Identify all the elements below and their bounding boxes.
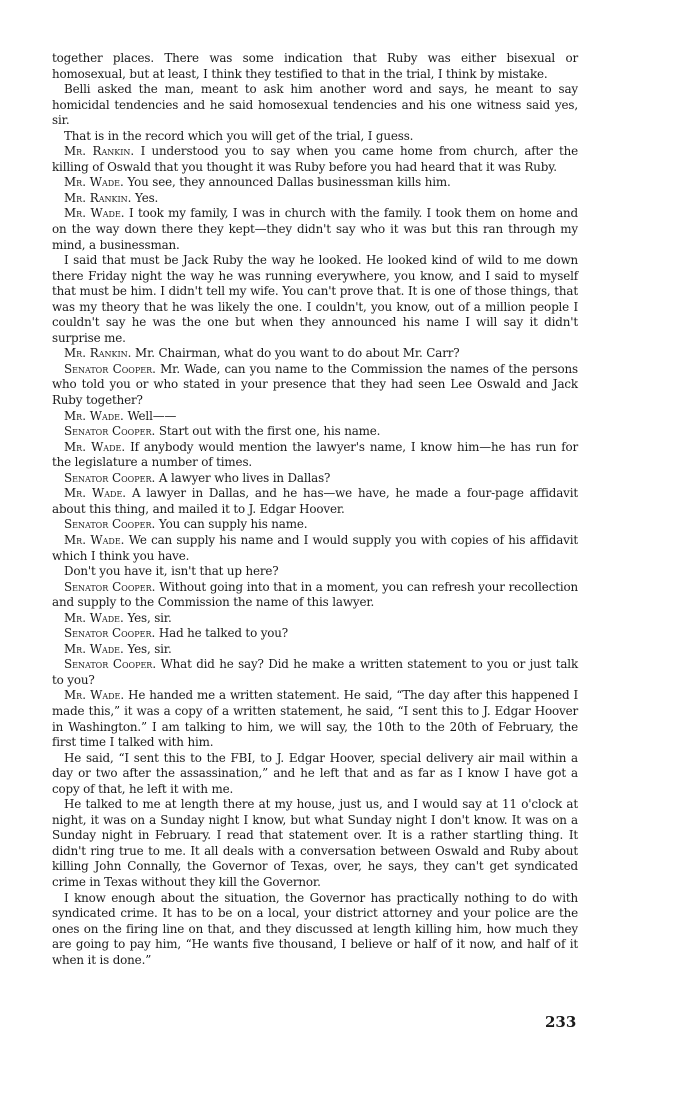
- speaker-label: Mr. Wade.: [64, 610, 124, 625]
- paragraph-text: I understood you to say when you came home from church, after the killing of Oswald that you thought it was Ruby before you had heard that it was Ruby.: [52, 144, 578, 174]
- speaker-label: Mr. Rankin.: [64, 346, 132, 361]
- speaker-label: Senator Cooper.: [64, 626, 156, 641]
- paragraph-text: He talked to me at length there at my house, just us, and I would say at 11 o'clock at night, it was on a Sunday night I know, but what Sunday night I don't know. It was on a Sunday night in February. I read that statement over. It is a rather startling thing. It didn't ring true to me. It all deals with a conversation between Oswald and Ruby about killing John Connally, the Governor of Texas, over, he says, they can't get syndicated crime in Texas without they kill the Governor.: [52, 797, 578, 889]
- speaker-label: Mr. Wade.: [64, 439, 126, 454]
- paragraph-text: We can supply his name and I would supply you with copies of his affidavit which I think you have.: [52, 532, 578, 563]
- paragraph-text: Mr. Wade, can you name to the Commission the names of the persons who told you or who stated in your presence that they had seen Lee Oswald and Jack Ruby together?: [52, 361, 579, 408]
- speaker-label: Senator Cooper.: [64, 657, 157, 672]
- transcript-paragraph: [52, 657, 578, 688]
- speaker-label: Senator Cooper.: [64, 424, 156, 439]
- transcript-paragraph: [52, 751, 578, 798]
- transcript-paragraph: [52, 424, 578, 440]
- transcript-paragraph: [52, 517, 578, 533]
- speaker-label: Mr. Wade.: [64, 532, 125, 547]
- transcript-paragraph: [52, 206, 578, 253]
- speaker-label: Mr. Wade.: [64, 408, 124, 423]
- transcript-paragraph: [52, 642, 578, 658]
- speaker-label: Mr. Wade.: [64, 641, 124, 656]
- speaker-label: Senator Cooper.: [64, 579, 156, 594]
- transcript-paragraph: [52, 144, 578, 175]
- paragraph-text: A lawyer in Dallas, and he has—we have, he made a four-page affidavit about this thing, and mailed it to J. Edgar Hoover.: [52, 486, 578, 516]
- paragraph-text: A lawyer who lives in Dallas?: [158, 470, 331, 485]
- paragraph-text: Mr. Chairman, what do you want to do about Mr. Carr?: [135, 346, 460, 361]
- speaker-label: Mr. Rankin.: [64, 144, 135, 159]
- transcript-paragraph: [52, 891, 578, 969]
- speaker-label: Senator Cooper.: [64, 517, 156, 532]
- speaker-label: Mr. Wade.: [64, 688, 125, 703]
- transcript-paragraph: [52, 688, 578, 750]
- transcript-paragraph: [52, 486, 578, 517]
- transcript-paragraph: [52, 626, 578, 642]
- paragraph-text: He said, “I sent this to the FBI, to J. Edgar Hoover, special delivery air mail within a day or two after the assassination,” and he left that and as far as I know I have got a copy of that, he left it with me.: [52, 750, 578, 796]
- transcript-paragraph: [52, 471, 578, 487]
- transcript-paragraph: [52, 533, 578, 564]
- paragraph-text: If anybody would mention the lawyer's name, I know him—he has run for the legislature a number of times.: [52, 439, 578, 470]
- paragraph-text: You can supply his name.: [158, 517, 308, 532]
- transcript-paragraph: [52, 346, 578, 362]
- transcript-paragraph: [52, 440, 578, 471]
- transcript-paragraph: [52, 409, 578, 425]
- transcript-paragraph: [52, 129, 578, 145]
- transcript-paragraph: [52, 362, 578, 409]
- paragraph-text: Yes.: [135, 190, 159, 205]
- transcript-paragraph: [52, 253, 578, 346]
- paragraph-text: Well——: [127, 408, 177, 423]
- transcript-paragraph: [52, 580, 578, 611]
- paragraph-text: Yes, sir.: [127, 641, 172, 656]
- paragraph-text: I know enough about the situation, the Governor has practically nothing to do with syndicated crime. It has to be on a local, your district attorney and your police are the ones on the firing line on that, and they discussed at length killing him, how much they are going to pay him, “He wants five thousand, I believe or half of it now, and half of it when it is done.”: [52, 890, 578, 967]
- paragraph-text: Without going into that in a moment, you can refresh your recollection and supply to the Commission the name of this lawyer.: [52, 579, 579, 610]
- paragraph-text: I took my family, I was in church with the family. I took them on home and on the way down there they kept—they didn't say who it was but this ran through my mind, a businessman.: [52, 206, 578, 252]
- transcript-body: [52, 51, 578, 968]
- paragraph-text: What did he say? Did he make a written statement to you or just talk to you?: [52, 657, 578, 687]
- paragraph-text: I said that must be Jack Ruby the way he looked. He looked kind of wild to me down there Friday night the way he was running everywhere, you know, and I said to myself that must be him. I didn't tell my wife. You can't prove that. It is one of those things, that was my theory that he was likely the one. I couldn't, you know, out of a million people I couldn't say he was the one but when they announced his name I will say it didn't surprise me.: [52, 253, 578, 345]
- paragraph-text: You see, they announced Dallas businessman kills him.: [127, 175, 451, 190]
- speaker-label: Mr. Wade.: [64, 175, 124, 190]
- paragraph-text: He handed me a written statement. He said, “The day after this happened I made this,” it was a copy of a written statement, he said, “I sent this to J. Edgar Hoover in Washington.” I am talking to him, we will say, the 10th to the 20th of February, the first time I talked with him.: [52, 688, 578, 750]
- transcript-paragraph: [52, 191, 578, 207]
- transcript-paragraph: [52, 82, 578, 129]
- paragraph-text: Don't you have it, isn't that up here?: [64, 564, 279, 579]
- transcript-paragraph: [52, 611, 578, 627]
- transcript-paragraph: [52, 51, 578, 82]
- speaker-label: Senator Cooper.: [64, 470, 156, 485]
- speaker-label: Mr. Wade.: [64, 206, 125, 221]
- speaker-label: Mr. Wade.: [64, 486, 127, 501]
- paragraph-text: together places. There was some indication that Ruby was either bisexual or homosexual, but at least, I think they testified to that in the trial, I think by mistake.: [52, 51, 578, 81]
- page-number: 233: [545, 1013, 577, 1031]
- transcript-paragraph: [52, 564, 578, 580]
- paragraph-text: Belli asked the man, meant to ask him another word and says, he meant to say homicidal tendencies and he said homosexual tendencies and his one witness said yes, sir.: [52, 82, 578, 128]
- transcript-paragraph: [52, 797, 578, 890]
- transcript-paragraph: [52, 175, 578, 191]
- paragraph-text: That is in the record which you will get of the trial, I guess.: [64, 128, 414, 143]
- speaker-label: Mr. Rankin.: [64, 190, 132, 205]
- paragraph-text: Had he talked to you?: [158, 626, 289, 641]
- paragraph-text: Yes, sir.: [127, 610, 172, 625]
- speaker-label: Senator Cooper.: [64, 361, 156, 376]
- paragraph-text: Start out with the first one, his name.: [158, 424, 381, 439]
